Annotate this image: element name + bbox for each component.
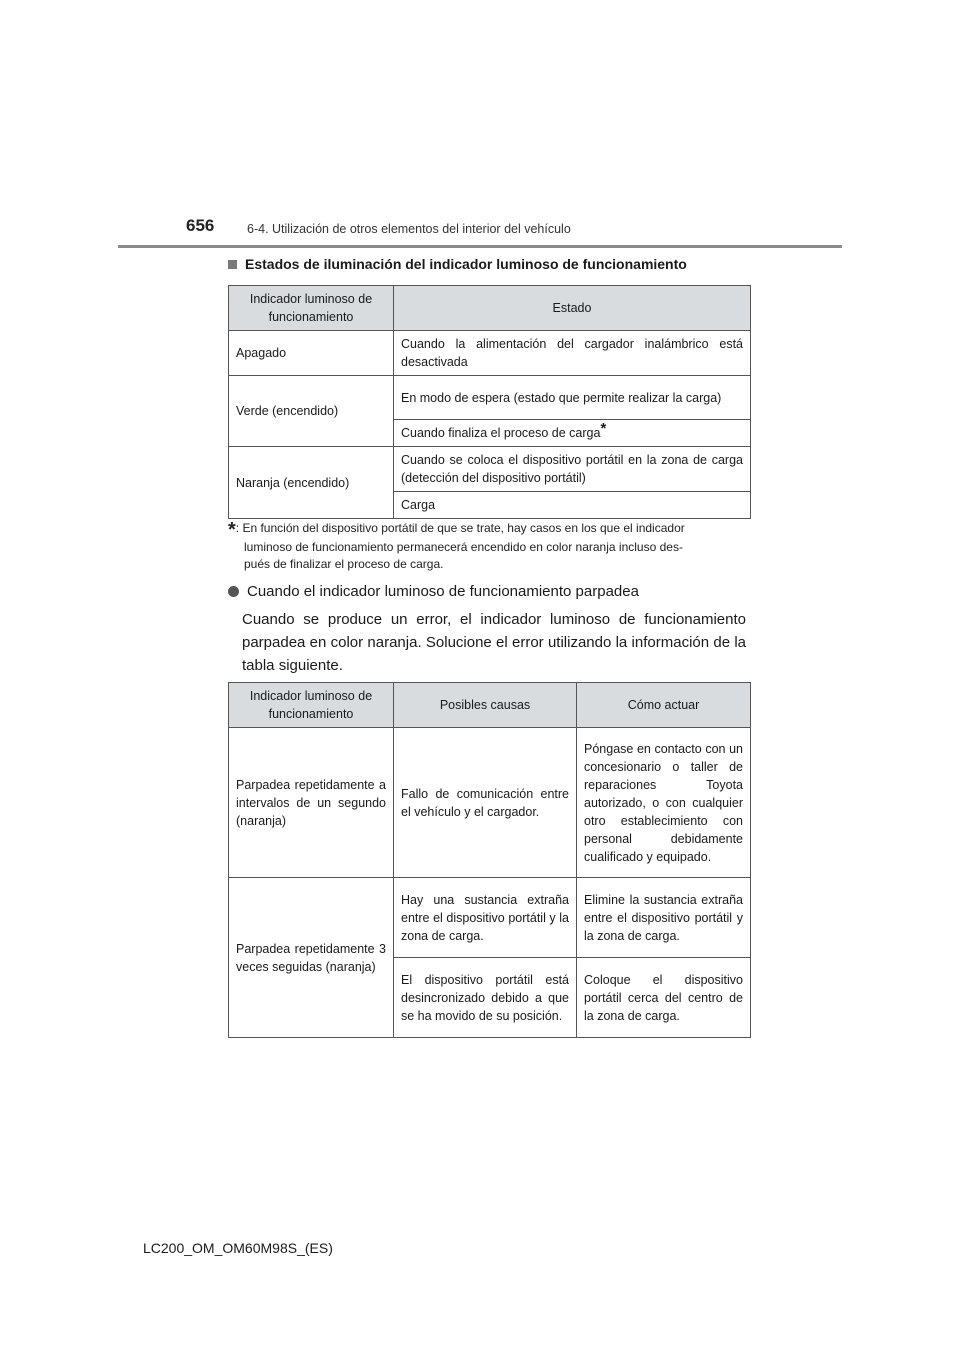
footnote-line: luminoso de funcionamiento permanecerá encendido en color naranja incluso des- [244,540,683,554]
column-header: Indicador luminoso de funcionamiento [229,683,394,728]
chapter-title: 6-4. Utilización de otros elementos del interior del vehículo [247,222,571,236]
column-header: Estado [394,286,751,331]
column-header: Posibles causas [394,683,577,728]
table-row [229,331,751,376]
cause-cell: Hay una sustancia extraña entre el dispositivo portátil y la zona de carga. [394,878,577,958]
bullet-heading [228,583,639,600]
footer-code: LC200_OM_OM60M98S_(ES) [143,1240,333,1256]
cause-cell: Fallo de comunicación entre el vehículo y el cargador. [394,728,577,878]
table-row [229,376,751,420]
table-row [229,728,751,878]
table-row [229,447,751,492]
state-cell: En modo de espera (estado que permite realizar la carga) [394,376,751,420]
indicator-states-table [228,285,751,519]
state-cell: Cuando la alimentación del cargador inalámbrico está desactivada [394,331,751,376]
page-number: 656 [186,216,215,235]
column-header: Cómo actuar [577,683,751,728]
table-row [229,878,751,958]
body-paragraph: Cuando se produce un error, el indicador luminoso de funcionamiento parpadea en color naranja. Solucione el error utilizando la información de la tabla siguiente. [242,611,746,674]
footnote-star: * [228,519,236,541]
section-title [228,256,687,272]
action-cell: Coloque el dispositivo portátil cerca del centro de la zona de carga. [577,958,751,1038]
square-bullet-icon [228,260,237,269]
table-header-row [229,286,751,331]
header-rule [118,245,842,248]
footnote [228,520,748,573]
filled-circle-bullet-icon [228,586,239,597]
action-cell: Elimine la sustancia extraña entre el dispositivo portátil y la zona de carga. [577,878,751,958]
footnote-line: pués de finalizar el proceso de carga. [244,557,444,571]
cause-cell: El dispositivo portátil está desincronizado debido a que se ha movido de su posición. [394,958,577,1038]
indicator-cell: Parpadea repetidamente a intervalos de un segundo (naranja) [229,728,394,878]
footnote-star-mark: * [600,420,607,437]
blinking-indicator-table [228,682,751,1038]
bullet-heading-text: Cuando el indicador luminoso de funcionamiento parpadea [247,583,639,600]
indicator-cell: Parpadea repetidamente 3 veces seguidas (naranja) [229,878,394,1038]
footnote-line: : En función del dispositivo portátil de que se trate, hay casos en los que el indicador [235,521,685,535]
action-cell: Póngase en contacto con un concesionario o taller de reparaciones Toyota autorizado, o con cualquier otro establecimiento con personal debidamente cualificado y equipado. [577,728,751,878]
section-title-text: Estados de iluminación del indicador luminoso de funcionamiento [245,256,687,272]
table-header-row [229,683,751,728]
state-text: Cuando finaliza el proceso de carga [401,426,601,440]
state-cell: Carga [394,492,751,519]
state-cell: Cuando se coloca el dispositivo portátil en la zona de carga (detección del dispositivo portátil) [394,447,751,492]
column-header: Indicador luminoso de funcionamiento [229,286,394,331]
state-cell [394,420,751,447]
indicator-cell: Apagado [229,331,394,376]
indicator-cell: Verde (encendido) [229,376,394,447]
indicator-cell: Naranja (encendido) [229,447,394,519]
